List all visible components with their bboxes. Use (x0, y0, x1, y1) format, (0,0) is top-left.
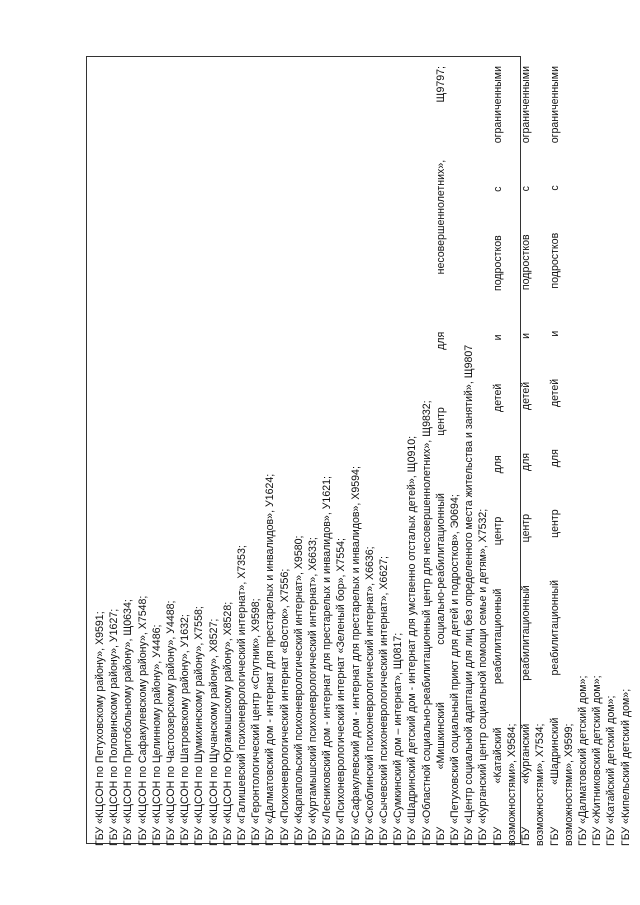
institution-entry: ГБУ «Кипельский детский дом»; (619, 688, 632, 846)
institution-entry: ГБУ «КЦСОН по Частоозерскому району», У4488; (165, 600, 178, 846)
institution-entry: ГБУ «Сычевский психоневрологический интернат», Х6627; (378, 556, 391, 846)
institution-entry: ГБУ «Карпапольский психоневрологический интернат», Х9580; (292, 535, 305, 846)
institution-entry: ГБУ «Житниковский детский дом»; (591, 675, 604, 846)
institution-entry: ГБУ «Лесниковский дом - интернат для престарелых и инвалидов», У1621; (321, 476, 334, 846)
institution-entry: ГБУ «Шадринский детский дом - интернат для умственно отсталых детей», Щ0910; (406, 435, 419, 846)
institution-entry: ГБУ «Психоневрологический интернат «Зеленый бор», Х7554; (335, 538, 348, 846)
institution-entry: ГБУ «Катайский реабилитационный центр для детей и подростков с ограниченными (491, 66, 504, 846)
institution-entry: ГБУ «Скоблинский психоневрологический интернат», Х6636; (363, 546, 376, 846)
institution-entry: ГБУ «КЦСОН по Половинскому району», У1627; (108, 608, 121, 846)
institution-entry: ГБУ «Петуховский социальный приют для детей и подростков», Э0694; (449, 494, 462, 846)
institution-entry: ГБУ «КЦСОН по Шатровскому району», У1632; (179, 614, 192, 846)
rotated-document-text (93, 66, 632, 846)
institution-entry: ГБУ «КЦСОН по Шумихинскому району», Х7558; (193, 606, 206, 846)
institution-entry: ГБУ «Мишкинский социально-реабилитационный центр для несовершеннолетних», Щ9797; (434, 66, 447, 846)
institution-entry: ГБУ «Курганский реабилитационный центр для детей и подростков с ограниченными (520, 66, 533, 846)
institution-entry: ГБУ «Сумкинский дом – интернат», Щ0817; (392, 632, 405, 846)
institution-entry-continuation: возможностями», Х7534; (534, 723, 547, 846)
institution-entry: ГБУ «Областной социально-реабилитационный центр для несовершеннолетних», Щ9832; (420, 400, 433, 846)
institution-entry: ГБУ «Шадринский реабилитационный центр для детей и подростков с ограниченными (548, 66, 561, 846)
institution-entry: ГБУ «КЦСОН по Целинному району», У4486; (150, 624, 163, 846)
institution-entry: ГБУ «Геронтологический центр «Спутник», Х9598; (250, 598, 263, 846)
institution-entry: ГБУ «Центр социальной адаптации для лиц без определенного места жительства и занятий», Щ9807 (463, 344, 476, 846)
institution-entry: ГБУ «Сафакулевский дом - интернат для престарелых и инвалидов», Х9594; (349, 466, 362, 846)
institution-entry: ГБУ «Психоневрологический интернат «Восток», Х7556; (278, 568, 291, 846)
institution-entry-continuation: возможностями», Х9584; (505, 723, 518, 846)
institution-entry: ГБУ «Курганский центр социальной помощи семье и детям», Х7532; (477, 508, 490, 846)
institution-entry: ГБУ «КЦСОН по Притобольному району», Щ0634; (122, 599, 135, 846)
institution-entry: ГБУ «Галишевский психоневрологический интернат», Х7353; (236, 545, 249, 846)
page-frame-left-line (86, 56, 87, 844)
institution-entry-continuation: возможностями», Х9599; (562, 723, 575, 846)
institution-entry: ГБУ «КЦСОН по Сафакулевскому району», Х7548; (136, 595, 149, 846)
institution-entry: ГБУ «КЦСОН по Петуховскому району», Х9591; (94, 611, 106, 846)
institution-entry: ГБУ «Куртамышский психоневрологический интернат», Х6633; (307, 537, 320, 846)
institution-entry: ГБУ «КЦСОН по Щучанскому району», Х8527; (207, 618, 220, 846)
institution-entry: ГБУ «Далматовский дом - интернат для престарелых и инвалидов», У1624; (264, 473, 277, 846)
institution-entry: ГБУ «Далматовский детский дом»; (576, 675, 589, 846)
institution-list (93, 66, 633, 846)
institution-entry: ГБУ «Катайский детский дом»; (605, 695, 618, 846)
page-frame-top-line (86, 56, 521, 57)
institution-entry: ГБУ «КЦСОН по Юргамышскому району», Х8528; (221, 601, 234, 846)
